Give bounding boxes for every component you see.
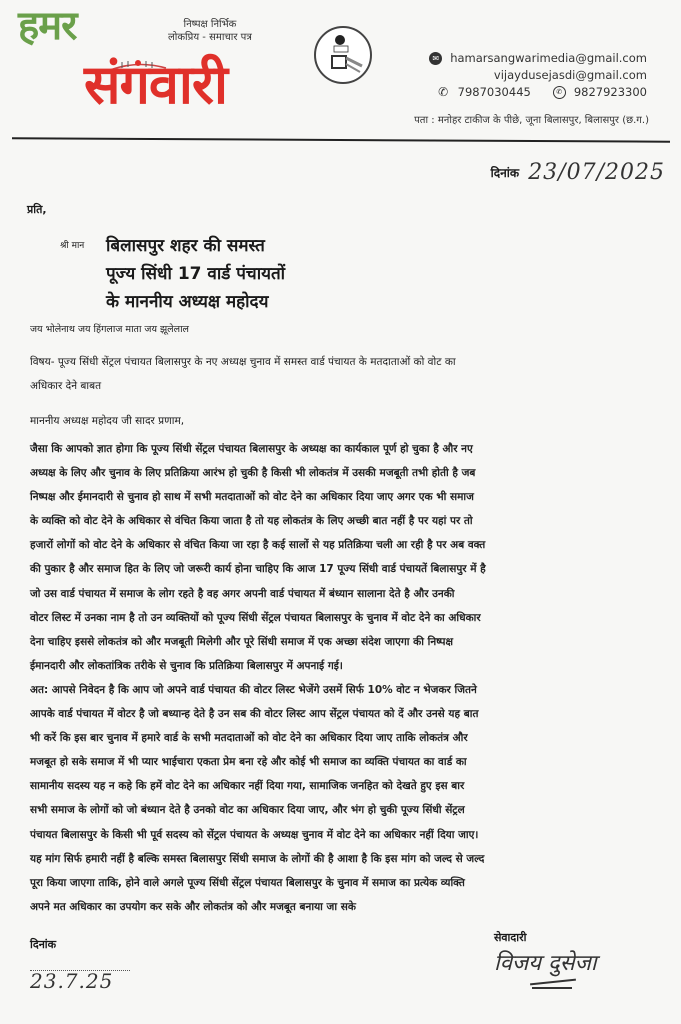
to-label: प्रति, — [27, 203, 47, 216]
recipient-block — [60, 232, 285, 316]
signoff-label: सेवादारी — [494, 931, 527, 944]
body-line: सामानीय सदस्य यह न कहे कि हमें वोट देने का अधिकार नहीं दिया गया, सामाजिक जनहित को देखते हुए इस बार — [30, 780, 465, 793]
subject-line: अधिकार देने बाबत — [30, 380, 102, 392]
body-line: जो उस वार्ड पंचायत में समाज के लोग रहते है वह अगर अपनी वार्ड पंचायत में बंध्यान सालाना देते है और उनकी — [30, 587, 455, 600]
tagline-line1: निष्पक्ष निर्भिक — [183, 19, 237, 30]
body-line: अध्यक्ष के लिए और चुनाव के लिए प्रतिक्रिया आरंभ हो चुकी है किसी भी लोकतंत्र में उसकी मजबूती तभी होती है जब — [30, 467, 476, 480]
date-top — [491, 160, 665, 185]
contact-block — [429, 50, 647, 101]
phone-row — [429, 84, 647, 101]
date-label: दिनांक — [490, 166, 520, 180]
honorific: श्री मान — [60, 241, 85, 251]
subject-line: विषय- पूज्य सिंधी सेंट्रल पंचायत बिलासपुर के नए अध्यक्ष चुनाव में समस्त वार्ड पंचायत के मतदाताओं को वोट का — [30, 356, 456, 368]
whatsapp-icon: ✆ — [553, 86, 566, 99]
email-secondary: vijaydusejasdi@gmail.com — [493, 68, 647, 82]
body-line: वोटर लिस्ट में उनका नाम है तो उन व्यक्तियों को पूज्य सिंधी सेंट्रल पंचायत बिलासपुर के चुनाव में वोट देने का अधिकार — [30, 611, 481, 624]
body-line: देना चाहिए इससे लोकतंत्र को और मजबूती मिलेगी और पूरे सिंधी समाज में एक अच्छा संदेश जाएगा की निष्पक्ष — [30, 635, 454, 648]
phone-icon: ✆ — [438, 85, 449, 99]
body-line: आपके वार्ड पंचायत में वोटर है जो बध्यान्ह देते है उन सब की वोटर लिस्ट आप सेंट्रल पंचायत को दें और उनसे यह बात — [30, 708, 479, 721]
body-line: भी करें कि इस बार चुनाव में हमारे वार्ड के सभी मतदाताओं को वोट देने का अधिकार दिया जाए ताकि लोकतंत्र और — [30, 732, 468, 745]
tagline — [168, 18, 252, 44]
body-line: के व्यक्ति को वोट देने के अधिकार से वंचित किया जाता है तो यह लोकतंत्र के लिए अच्छी बात नहीं है पर यहां पर तो — [30, 515, 473, 528]
body-line: मजबूत हो सके समाज में भी प्यार भाईचारा एकता प्रेम बना रहे और कोई भी समाज का व्यक्ति पंचायत का वार्ड का — [30, 756, 467, 769]
logo-sangwari: संगवारी — [84, 53, 227, 116]
seal-emblem-icon — [314, 26, 372, 84]
phone-number: 7987030445 — [457, 85, 531, 99]
letterhead-address: पता : मनोहर टाकीज के पीछे, जूना बिलासपुर, बिलासपुर (छ.ग.) — [414, 115, 649, 126]
recipient-line: पूज्य सिंधी 17 वार्ड पंचायतों — [106, 264, 286, 284]
letterhead-divider — [12, 137, 670, 142]
recipient-line: बिलासपुर शहर की समस्त — [106, 236, 265, 256]
body-line: पूरा किया जाएगा ताकि, होने वाले अगले पूज्य सिंधी सेंट्रल पंचायत बिलासपुर के चुनाव में समाज का प्रत्येक व्यक्ति — [30, 876, 465, 889]
whatsapp-number: 9827923300 — [573, 85, 647, 99]
body-line: की पुकार है और समाज हित के लिए जो जरूरी कार्य होना चाहिए कि आज 17 पूज्य सिंधी वार्ड पंचायतें बिलासपुर में है — [30, 563, 486, 576]
body-line: पंचायत बिलासपुर के किसी भी पूर्व सदस्य को सेंट्रल पंचायत के अध्यक्ष चुनाव में वोट देने का अधिकार नहीं दिया जाए। — [30, 828, 479, 841]
body-line: यह मांग सिर्फ हमारी नहीं है बल्कि समस्त बिलासपुर सिंधी समाज के लोगों की है आशा है कि इस मांग को जल्द से जल्द — [30, 852, 485, 865]
email-icon: ✉ — [429, 52, 442, 65]
signature: विजय दुसेजा — [494, 951, 597, 976]
body-line: ईमानदारी और लोकतांत्रिक तरीके से चुनाव कि प्रतिक्रिया बिलासपुर में अपनाई गई। — [30, 659, 343, 672]
recipient-line: के माननीय अध्यक्ष महोदय — [106, 292, 269, 312]
signature-underline — [530, 979, 576, 986]
logo-hamar: हमर — [18, 3, 77, 49]
greeting: माननीय अध्यक्ष महोदय जी सादर प्रणाम, — [30, 415, 185, 427]
date-value: 23/07/2025 — [528, 160, 665, 185]
body-line: निष्पक्ष और ईमानदारी से चुनाव हो साथ में सभी मतदाताओं को वोट देने का अधिकार दिया जाए अगर एक भी समाज — [30, 491, 474, 504]
body-line: अत: आपसे निवेदन है कि आप जो अपने वार्ड पंचायत की वोटर लिस्ट भेजेंगे उसमें सिर्फ 10% वोट न भेजकर जितने — [30, 683, 477, 696]
bottom-date-label: दिनांक — [30, 938, 57, 951]
signoff — [494, 930, 597, 989]
body-line: सभी समाज के लोगों को जो बंध्यान देते है उनको वोट का अधिकार दिया जाए, और भंग हो चुकी पूज्य सिंधी सेंट्रल — [30, 804, 465, 817]
email-row-1 — [429, 50, 647, 67]
email-row-2 — [429, 67, 647, 84]
email-primary: hamarsangwarimedia@gmail.com — [450, 51, 647, 65]
subject — [30, 350, 650, 398]
body-line: अपने मत अधिकार का उपयोग कर सके और लोकतंत्र को और मजबूत बनाया जा सके — [30, 900, 356, 913]
bottom-date-value: 23.7.25 — [30, 969, 114, 993]
tagline-line2: लोकप्रिय - समाचार पत्र — [168, 32, 252, 43]
date-bottom — [30, 937, 130, 993]
signature-underline — [532, 987, 572, 989]
body-line: हजारों लोगों को वोट देने के अधिकार से वंचित किया जा रहा है कई सालों से यह प्रतिक्रिया चली आ रही है पर अब वक्त — [30, 539, 486, 552]
letter-body — [30, 437, 655, 919]
invocation: जय भोलेनाथ जय हिंगलाज माता जय झूलेलाल — [30, 324, 189, 335]
body-line: जैसा कि आपको ज्ञात होगा कि पूज्य सिंधी सेंट्रल पंचायत बिलासपुर के अध्यक्ष का कार्यकाल पूर्ण हो चुका है और नए — [30, 443, 473, 455]
